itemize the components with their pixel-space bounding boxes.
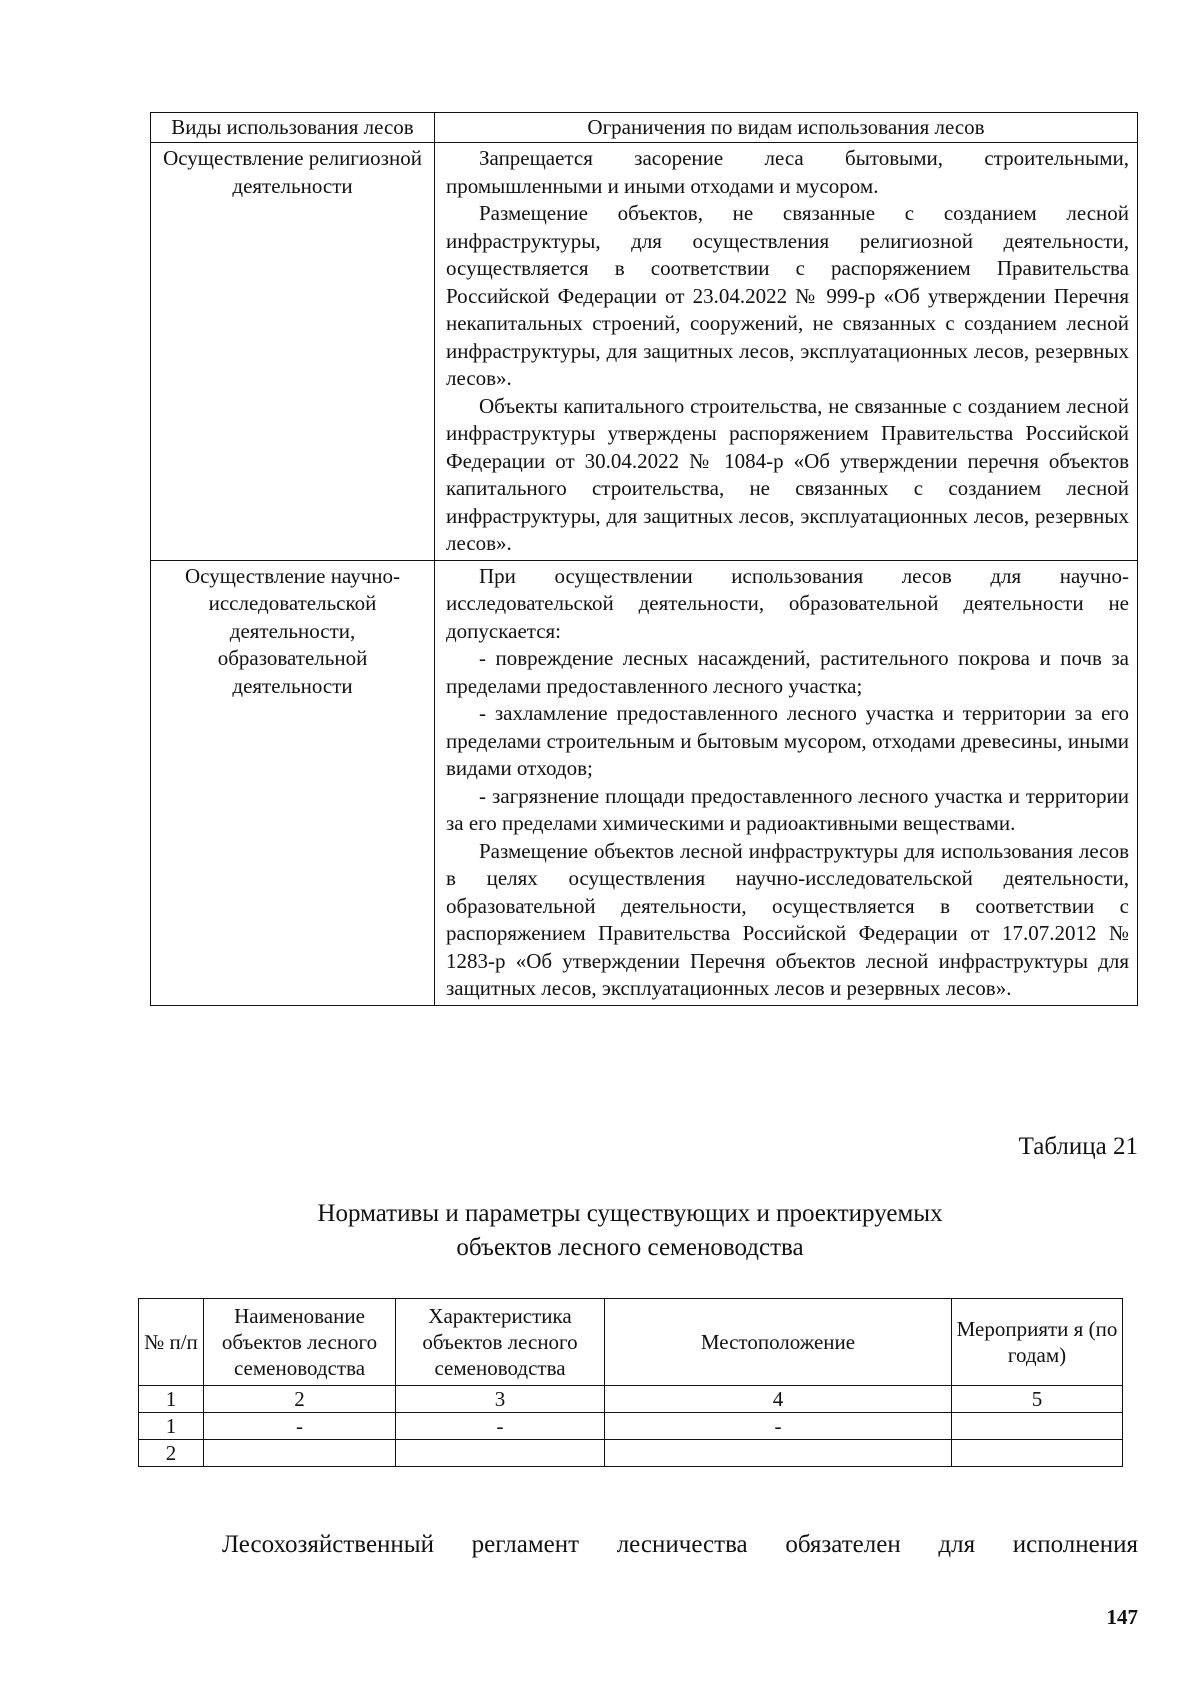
restrictions-cell: [435, 143, 1138, 561]
table-cell: 1: [139, 1413, 204, 1440]
column-header-name: Наименование объектов лесного семеноводства: [204, 1299, 396, 1386]
seed-objects-table: [138, 1298, 1123, 1467]
table-row: [139, 1440, 1123, 1467]
table-caption: Таблица 21: [1018, 1133, 1138, 1160]
table-cell: 2: [204, 1386, 396, 1413]
table-cell: -: [605, 1413, 952, 1440]
column-header-number: № п/п: [139, 1299, 204, 1386]
table-cell: [204, 1440, 396, 1467]
body-text: Лесохозяйственный регламент лесничества обязателен для исполнения: [222, 1531, 1138, 1558]
table-cell: [605, 1440, 952, 1467]
paragraph: Размещение объектов, не связанные с созданием лесной инфраструктуры, для осуществления религиозной деятельности, осуществляется в соответствии с распоряжением Правительства Российской Федерации от 23.04.2022 № 999-р «Об утверждении Перечня некапитальных строений, сооружений, не связанных с созданием лесной инфраструктуры, для защитных лесов, эксплуатационных лесов, резервных лесов».: [446, 201, 1129, 390]
use-type-cell: Осуществление научно-исследовательской деятельности, образовательной деятельности: [151, 560, 435, 1005]
table-cell: 4: [605, 1386, 952, 1413]
table-cell: -: [204, 1413, 396, 1440]
column-header-restrictions: Ограничения по видам использования лесов: [435, 113, 1138, 143]
numbering-row: [139, 1386, 1123, 1413]
table-header-row: [151, 113, 1138, 143]
table-title-line: Нормативы и параметры существующих и проектируемых: [317, 1200, 943, 1227]
table-cell: [396, 1440, 605, 1467]
use-type-cell: Осуществление религиозной деятельности: [151, 143, 435, 561]
table-cell: -: [396, 1413, 605, 1440]
paragraph: - загрязнение площади предоставленного лесного участка и территории за его пределами химическими и радиоактивными веществами.: [446, 783, 1129, 835]
table-cell: 5: [952, 1386, 1123, 1413]
paragraph: Объекты капитального строительства, не связанные с созданием лесной инфраструктуры утверждены распоряжением Правительства Российской Федерации от 30.04.2022 № 1084-р «Об утверждении перечня объектов капитального строительства, не связанных с созданием лесной инфраструктуры, для защитных лесов, эксплуатационных лесов, резервных лесов».: [446, 393, 1129, 555]
paragraph: При осуществлении использования лесов для научно-исследовательской деятельности, образовательной деятельности не допускается:: [446, 563, 1129, 643]
column-header-location: Местоположение: [605, 1299, 952, 1386]
table-header-row: [139, 1299, 1123, 1386]
column-header-activities: Мероприяти я (по годам): [952, 1299, 1123, 1386]
paragraph: - захламление предоставленного лесного участка и территории за его пределами строительным и бытовым мусором, отходами древесины, иными видами отходов;: [446, 701, 1129, 780]
table-cell: [952, 1413, 1123, 1440]
column-header-use-type: Виды использования лесов: [151, 113, 435, 143]
restrictions-table: [150, 112, 1138, 1006]
table-row: [151, 143, 1138, 561]
table-cell: 3: [396, 1386, 605, 1413]
paragraph: - повреждение лесных насаждений, растительного покрова и почв за пределами предоставленного лесного участка;: [446, 646, 1129, 698]
restrictions-cell: [435, 560, 1138, 1005]
table-title-line: объектов лесного семеноводства: [456, 1234, 804, 1261]
paragraph: Запрещается засорение леса бытовыми, строительными, промышленными и иными отходами и мусором.: [446, 146, 1129, 198]
page-number: 147: [1106, 1605, 1138, 1629]
paragraph: Размещение объектов лесной инфраструктуры для использования лесов в целях осуществления научно-исследовательской деятельности, образовательной деятельности, осуществляется в соответствии с распоряжением Правительства Российской Федерации от 17.07.2012 № 1283-р «Об утверждении Перечня объектов лесной инфраструктуры для защитных лесов, эксплуатационных лесов и резервных лесов».: [446, 838, 1129, 1000]
table-cell: 1: [139, 1386, 204, 1413]
table-cell: 2: [139, 1440, 204, 1467]
table-cell: [952, 1440, 1123, 1467]
table-title: [280, 1197, 980, 1265]
table-row: [139, 1413, 1123, 1440]
table-row: [151, 560, 1138, 1005]
column-header-characteristics: Характеристика объектов лесного семеноводства: [396, 1299, 605, 1386]
